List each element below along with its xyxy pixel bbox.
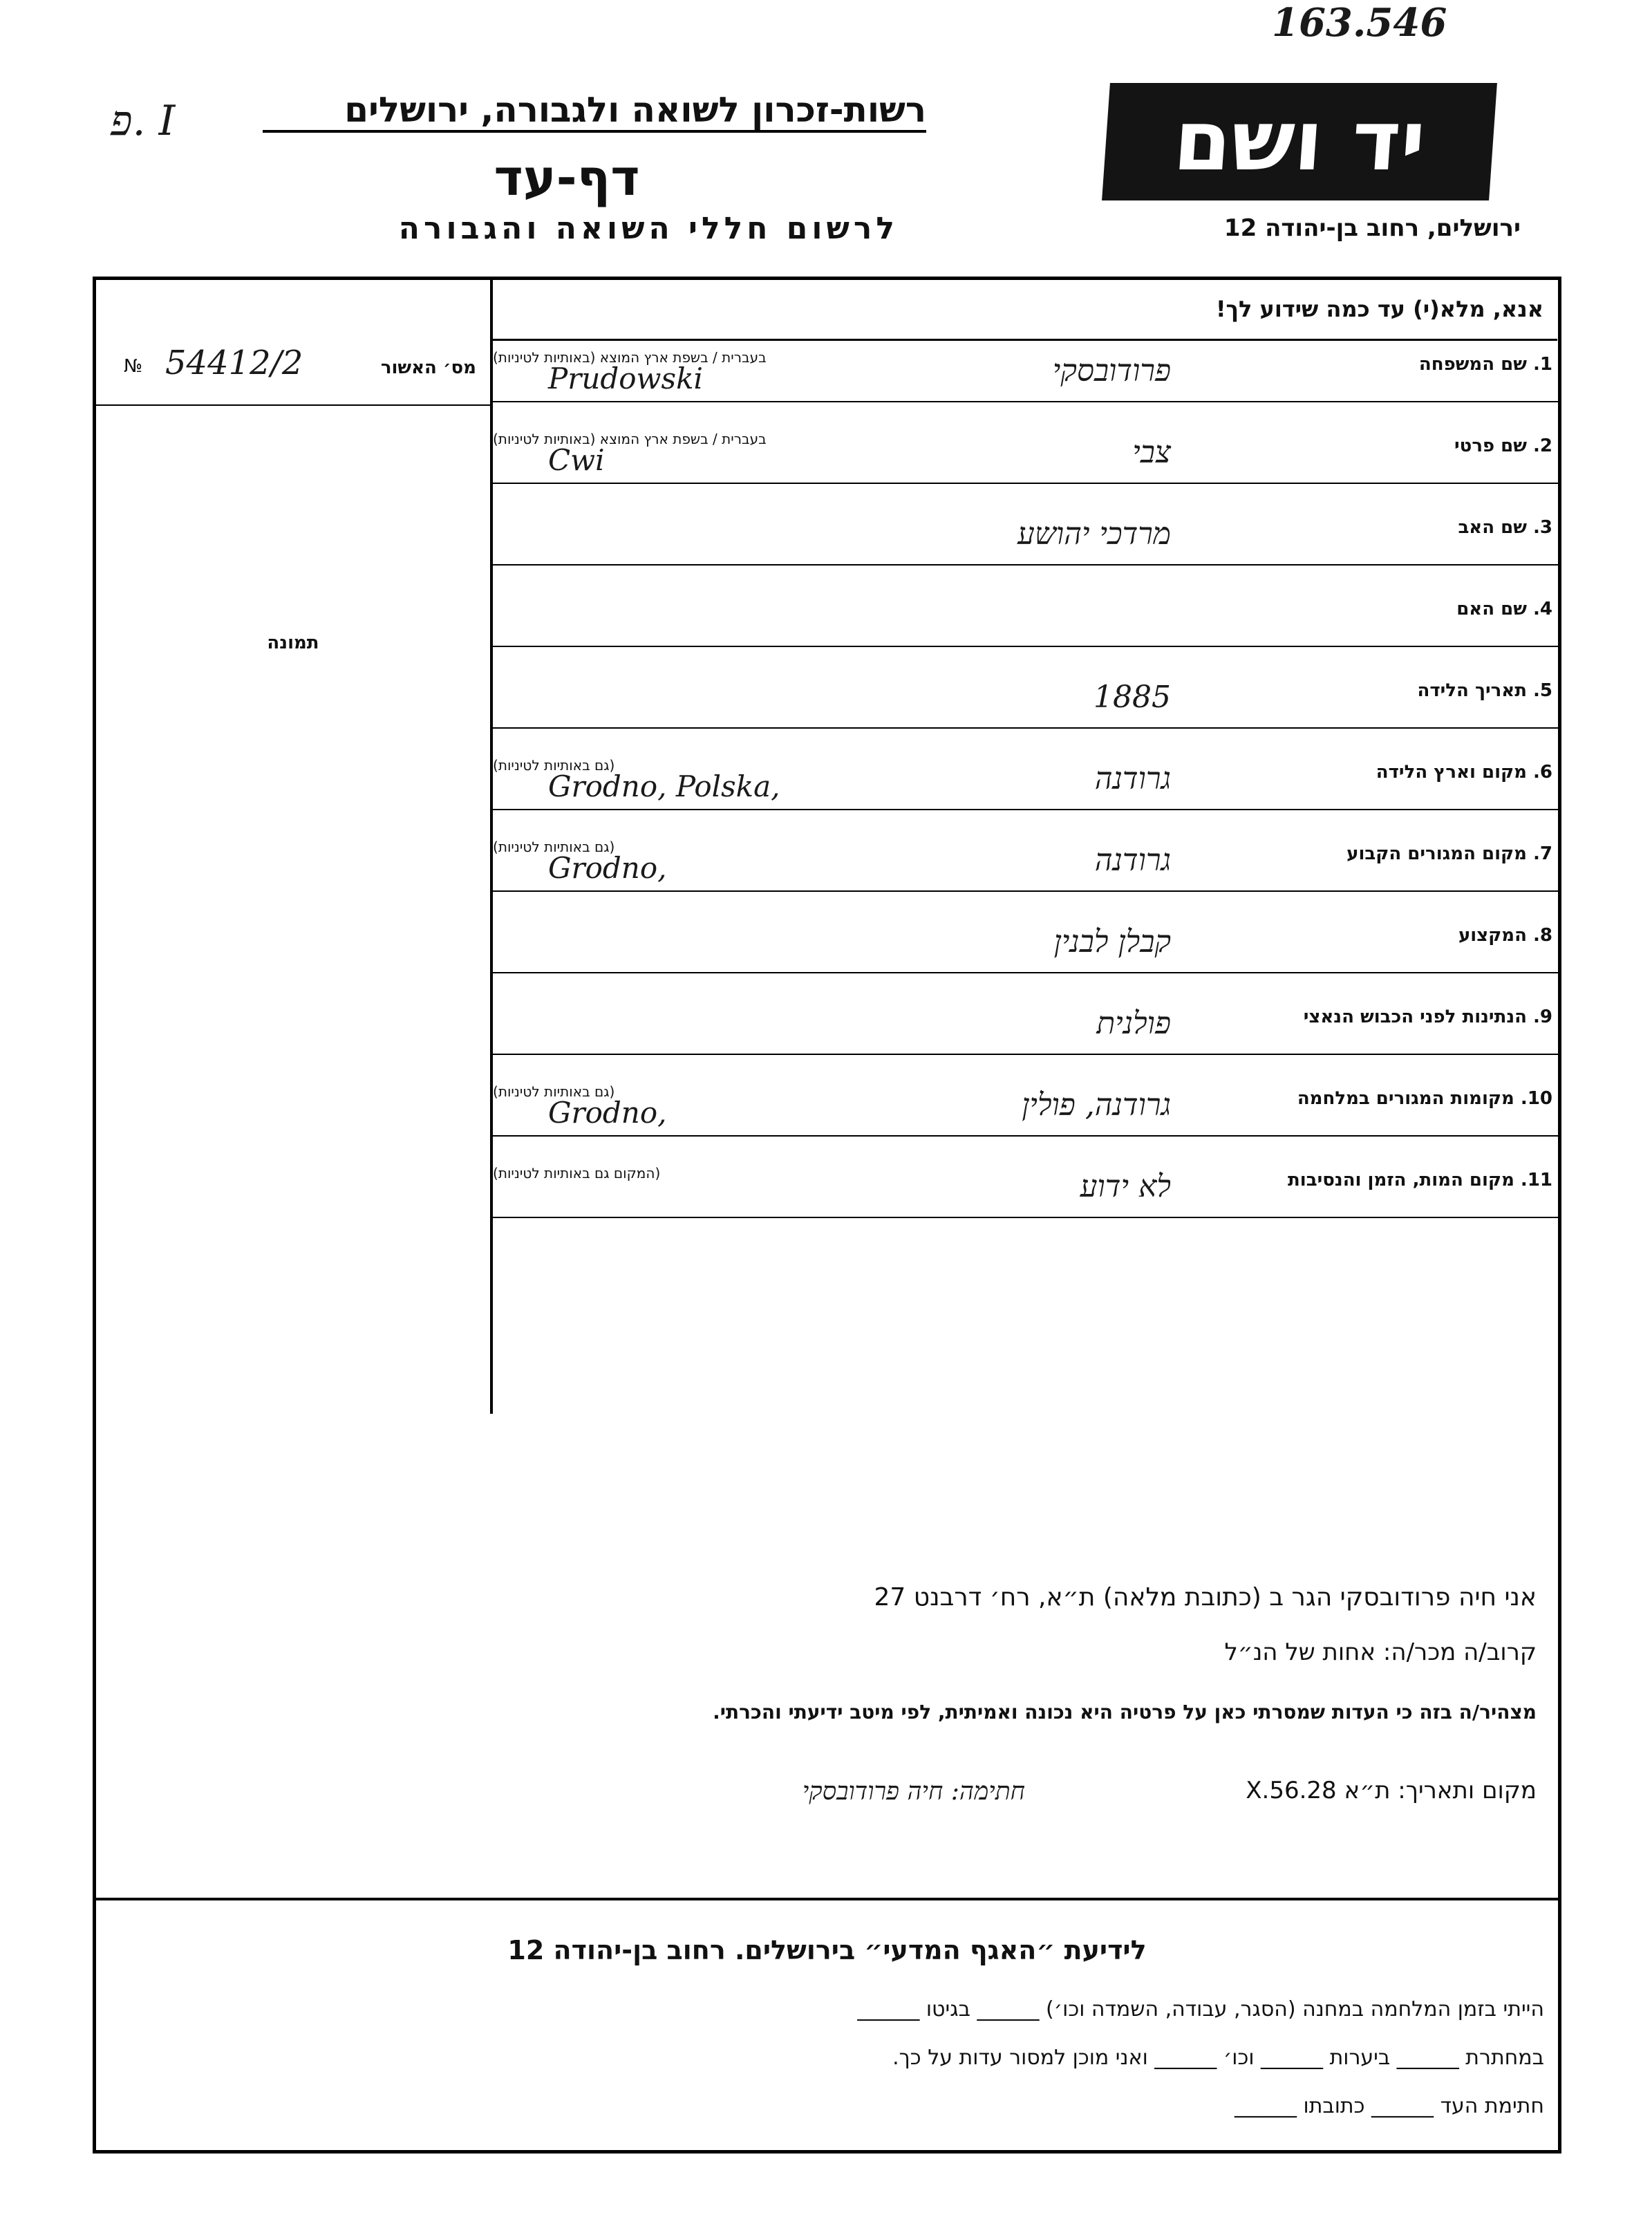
field-value[interactable]: מרדכי יהושע — [1017, 516, 1171, 552]
field-latin-value[interactable]: Grodno, — [548, 1096, 667, 1130]
field-row — [493, 512, 1558, 566]
field-row — [493, 1083, 1558, 1137]
field-label: 8. המקצוע — [1458, 925, 1552, 946]
field-latin-value[interactable]: Prudowski — [548, 362, 703, 395]
field-sub-label: בעברית / בשפת ארץ המוצא (באותיות לטיניות) — [493, 431, 767, 447]
field-label: 11. מקום המות, הזמן והנסיבות — [1288, 1170, 1552, 1190]
field-sub-label: בעברית / בשפת ארץ המוצא (באותיות לטיניות) — [493, 349, 767, 366]
field-row — [493, 1002, 1558, 1055]
footer-title: לידיעת ״האגף המדעי״ בירושלים. רחוב בן-יהודה 12 — [507, 1935, 1147, 1965]
photo-label: תמונה — [267, 633, 319, 653]
field-row — [493, 1165, 1558, 1218]
field-label: 7. מקום המגורים הקבוע — [1346, 843, 1552, 864]
field-row — [493, 594, 1558, 647]
field-value[interactable]: פולנית — [1096, 1006, 1171, 1041]
field-value[interactable]: גרודנה — [1094, 761, 1171, 796]
field-value[interactable]: 1885 — [1093, 680, 1171, 715]
signer-line[interactable]: אני חיה פרודובסקי הגר ב (כתובת מלאה) ת״א, רח׳ דרבנט 27 — [874, 1583, 1537, 1611]
testimony-form — [93, 277, 1561, 2153]
form-title: דף-עד — [494, 149, 640, 207]
footer-line-3[interactable]: חתימת העד ______ כתובתו ______ — [1234, 2094, 1544, 2118]
org-name: רשות-זכרון לשואה ולגבורה, ירושלים — [263, 90, 926, 133]
yad-vashem-logo: יד ושם — [1102, 83, 1497, 200]
handwritten-mark: פ. I — [111, 97, 176, 145]
field-sub-label: (גם באותיות לטיניות) — [493, 839, 615, 855]
field-label: 9. הנתינות לפני הכבוש הנאצי — [1303, 1007, 1552, 1027]
reg-no-sign: № — [124, 356, 143, 377]
declaration: מצהיר/ה בזה כי העדות שמסרתי כאן על פרטיה היא נכונה ואמיתית, לפי מיטב ידיעתי והכרתי. — [713, 1701, 1537, 1723]
relation-line[interactable]: קרוב/ה מכר/ה: אחות של הנ״ל — [1224, 1638, 1537, 1666]
field-row — [493, 757, 1558, 810]
form-banner: אנא, מלא(י) עד כמה שידוע לך! — [493, 280, 1557, 341]
field-label: 2. שם פרטי — [1454, 436, 1552, 456]
reg-label: מס׳ האשור — [380, 357, 476, 378]
field-sub-label: (המקום גם באותיות לטיניות) — [493, 1165, 661, 1181]
registration-box — [96, 280, 490, 406]
reg-number[interactable]: 54412/2 — [165, 344, 303, 382]
field-sub-label: (גם באותיות לטיניות) — [493, 1083, 615, 1100]
archive-number: 163.546 — [1272, 0, 1447, 46]
signer-block — [493, 1555, 1543, 1901]
field-label: 10. מקומות המגורים במלחמה — [1297, 1088, 1552, 1109]
footer-line-2[interactable]: במחתרת ______ ביערות ______ וכו׳ ______ ואני מוכן למסור עדות על כך. — [892, 2046, 1544, 2070]
field-label: 6. מקום וארץ הלידה — [1376, 762, 1552, 783]
footer-line-1[interactable]: הייתי בזמן המלחמה במחנה (הסגר, עבודה, השמדה וכו׳) ______ בגיטו ______ — [857, 1997, 1544, 2021]
address: ירושלים, רחוב בן-יהודה 12 — [1223, 214, 1521, 242]
field-row — [493, 839, 1558, 892]
signature[interactable]: חתימה: חיה פרודובסקי — [802, 1777, 1025, 1806]
field-label: 4. שם האם — [1456, 599, 1552, 619]
field-label: 1. שם המשפחה — [1418, 354, 1552, 375]
field-value[interactable]: גרודנה — [1094, 843, 1171, 878]
field-latin-value[interactable]: Grodno, Polska, — [548, 769, 780, 803]
field-row — [493, 431, 1558, 484]
field-value[interactable]: קבלן לבנין — [1053, 924, 1171, 960]
field-label: 5. תאריך הלידה — [1417, 680, 1552, 701]
field-latin-value[interactable]: Grodno, — [548, 851, 667, 885]
footer-section — [96, 1898, 1558, 2153]
field-row — [493, 349, 1558, 402]
field-row — [493, 675, 1558, 729]
field-value[interactable]: גרודנה, פולין — [1022, 1087, 1171, 1123]
field-value[interactable]: פרודובסקי — [1052, 353, 1171, 389]
field-latin-value[interactable]: Cwi — [548, 443, 605, 477]
form-subtitle: לרשום חללי השואה והגבורה — [398, 211, 899, 246]
field-sub-label: (גם באותיות לטיניות) — [493, 757, 615, 774]
field-label: 3. שם האב — [1458, 517, 1552, 538]
field-row — [493, 920, 1558, 973]
field-value[interactable]: צבי — [1132, 435, 1171, 470]
field-value[interactable]: לא ידוע — [1080, 1169, 1171, 1204]
date-line[interactable]: מקום ותאריך: ת״א 28.X.56 — [1246, 1777, 1537, 1804]
